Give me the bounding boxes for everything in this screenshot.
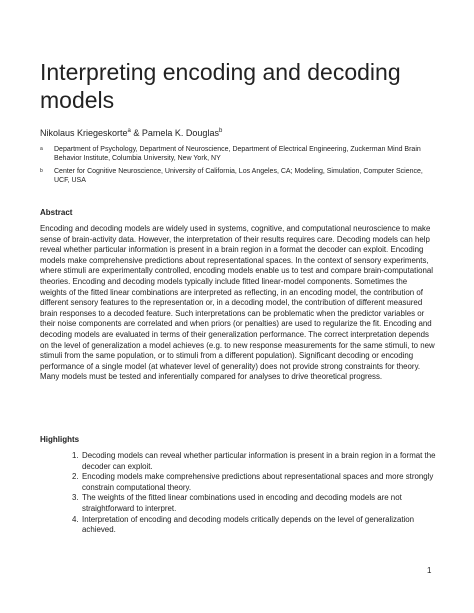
list-number: 1. [72, 451, 79, 460]
list-number: 2. [72, 472, 79, 482]
highlights-heading: Highlights [40, 435, 80, 444]
list-item-text: Encoding models make comprehensive predictions about representational spaces and more strongly constrain computational theory. [82, 472, 434, 492]
list-item-text: Interpretation of encoding and decoding models critically depends on the level of generalization achieved. [82, 514, 415, 535]
list-item [40, 515, 436, 536]
affiliation [40, 146, 432, 163]
affiliation-mark: b [218, 128, 223, 134]
page-number: 1 [427, 566, 432, 575]
affiliation-mark: a [127, 128, 131, 134]
list-item-text: Decoding models can reveal whether particular information is present in a brain region in a format the decoder can exploit. [82, 451, 436, 471]
list-item-text: The weights of the fitted linear combinations used in encoding and decoding models are not straightforward to interpret. [82, 493, 402, 513]
affiliation-text: Department of Psychology, Department of Neuroscience, Department of Electrical Engineering, Zuckerman Mind Brain Behavior Institute, Columbia University, New York, NY [54, 146, 421, 162]
highlights-list [40, 451, 436, 536]
abstract-heading: Abstract [40, 208, 73, 217]
author-separator: & [130, 128, 142, 138]
list-number: 3. [72, 493, 79, 503]
list-item [40, 451, 436, 472]
list-item [40, 493, 436, 514]
list-number: 4. [72, 514, 79, 524]
affiliation-mark: a [40, 146, 43, 152]
affiliation-mark: b [40, 168, 43, 174]
abstract-body: Encoding and decoding models are widely used in systems, cognitive, and computational neuroscience to make sense of brain-activity data. However, the interpretation of their results requires care. Decoding models can help reveal whether particular information is present in a brain region in a format the decoder can exploit. Encoding models make comprehensive predictions about representational spaces. In the context of sensory experiments, where stimuli are experimentally controlled, encoding models enable us to test and compare brain-computational theories. Encoding and decoding models typically include fitted linear-model components. Sometimes the weights of the fitted linear combinations are interpreted as reflecting, in an encoding model, the contribution of different sensory features to the representation or, in a decoding model, the contribution of different measured brain responses to a decoded feature. Such interpretations can be problematic when the predictor variables or their noise components are correlated and when priors (or penalties) are used to regularize the fit. Encoding and decoding models are evaluated in terms of their generalization performance. The correct interpretation depends on the level of generalization a model achieves (e.g. to new response measurements for the same stimuli, to new stimuli from the same population, or to stimuli from a different population). Significant decoding or encoding performance of a single model (at whatever level of generality) does not provide strong constraints for theory. Many models must be tested and inferentially compared for analyses to drive theoretical progress. [40, 224, 435, 382]
affiliation [40, 168, 432, 185]
list-item [40, 472, 436, 493]
author-name: Pamela K. Douglas [141, 128, 219, 138]
author-name: Nikolaus Kriegeskorte [40, 128, 128, 138]
author-line [40, 126, 222, 139]
paper-title: Interpreting encoding and decoding models [40, 59, 401, 113]
affiliation-text: Center for Cognitive Neuroscience, University of California, Los Angeles, CA; Modeling, Simulation, Computer Science, UCF, USA [54, 168, 423, 184]
